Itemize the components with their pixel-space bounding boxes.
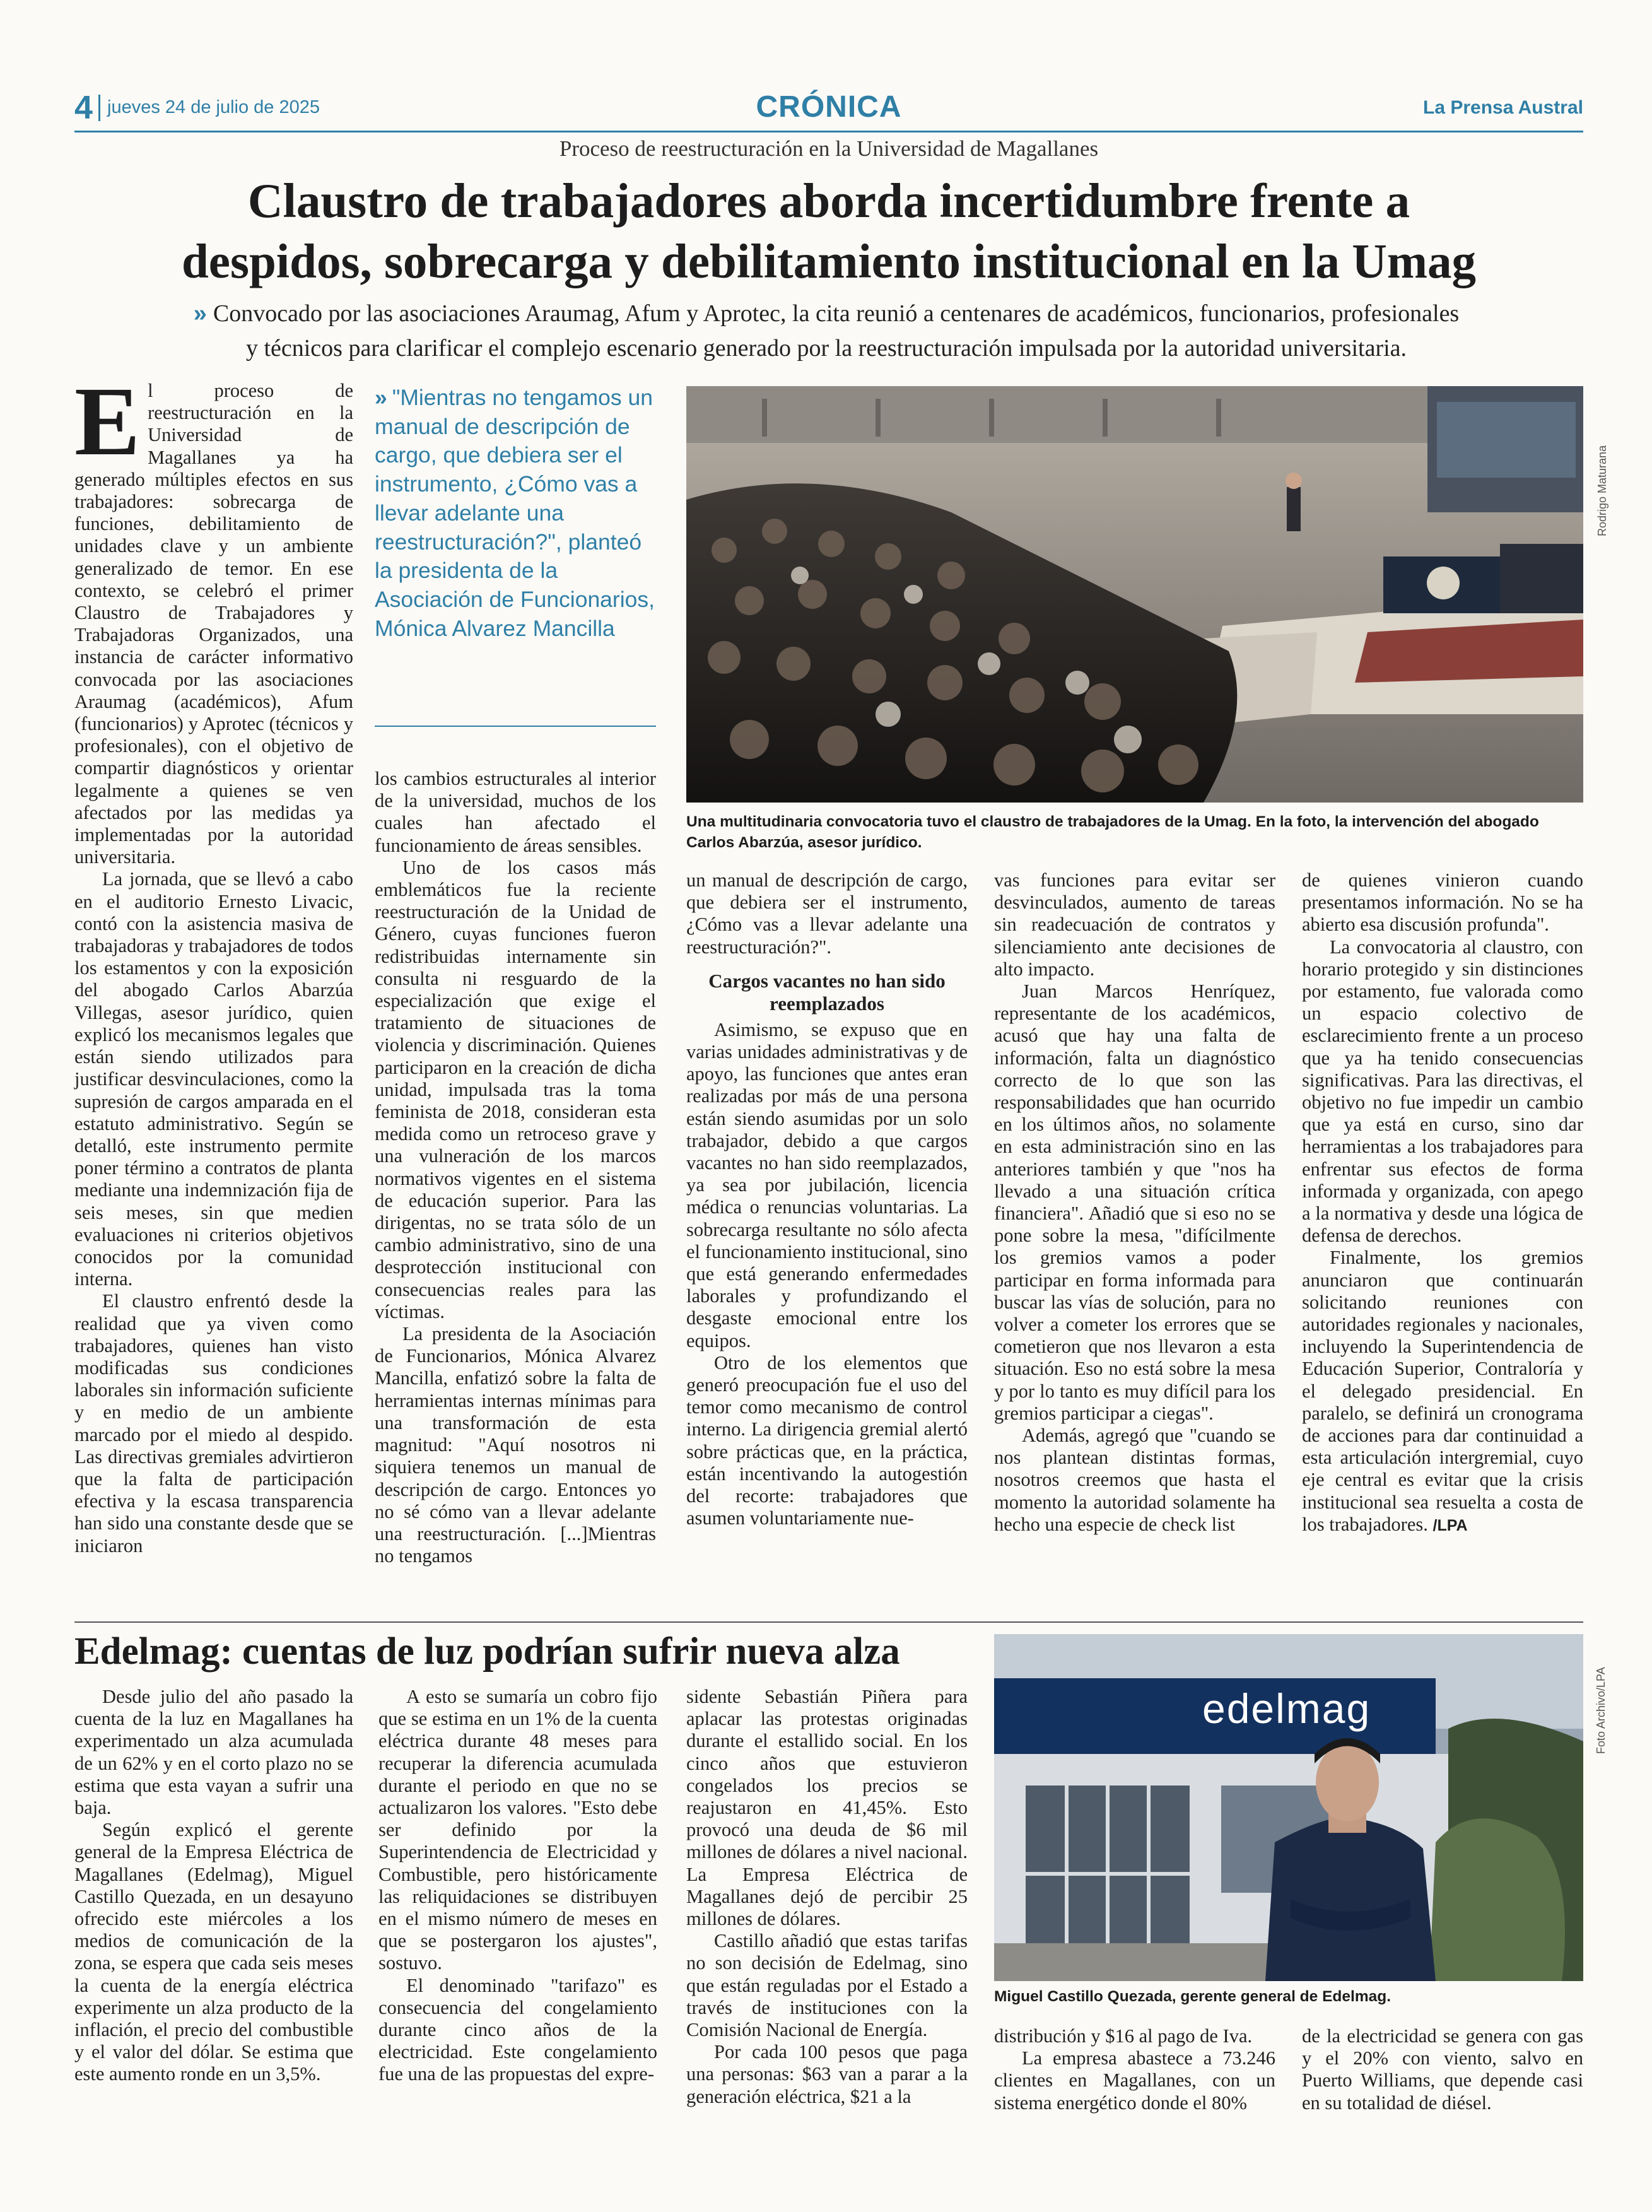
photo-caption: Miguel Castillo Quezada, gerente general de Edelmag. bbox=[994, 1988, 1391, 2005]
article-column-5 bbox=[1302, 869, 1583, 1537]
article-paragraph: de la electricidad se genera con gas y el 20% con viento, salvo en Puerto Williams, que depende casi en su totalidad de diésel. bbox=[1302, 2025, 1583, 2114]
article-column-2 bbox=[375, 768, 656, 1567]
issue-date: jueves 24 de julio de 2025 bbox=[107, 97, 320, 117]
article-paragraph: A esto se sumaría un cobro fijo que se estima en un 1% de la cuenta eléctrica durante 48 meses para recuperar la diferencia acumulada durante el periodo en que no se actualizaron los valores. "Esto debe ser definido por la Superintendencia de Electricidad y Combustible, pero históricamente las reliquidaciones se distribuyen en el mismo número de meses en que se postergaron los ajustes", sostuvo. bbox=[378, 1686, 657, 1974]
article-column-3 bbox=[686, 869, 968, 1529]
article-paragraph: Otro de los elementos que generó preocupación fue el uso del temor como mecanismo de control interno. La dirigencia gremial alertó sobre prácticas que, en la práctica, están incentivando la autogestión del recorte: trabajadores que asumen voluntariamente nue- bbox=[686, 1351, 968, 1529]
article-deck bbox=[101, 297, 1552, 366]
article-column-4 bbox=[994, 869, 1275, 1536]
headline-line-1: Claustro de trabajadores aborda incertidumbre frente a bbox=[247, 174, 1410, 228]
article-headline bbox=[74, 170, 1583, 291]
article2-headline: Edelmag: cuentas de luz podrían sufrir nueva alza bbox=[74, 1630, 900, 1673]
article-paragraph: La presidenta de la Asociación de Funcionarios, Mónica Alvarez Mancilla, enfatizó sobre la falta de herramientas internas mínimas para una transformación de esta magnitud: "Aquí nosotros ni siquiera tenemos un manual de descripción de cargo. Entonces yo no sé cómo van a llevar adelante una reestructuración. [...]Mientras no tengamos bbox=[375, 1323, 656, 1567]
article-paragraph: La empresa abastece a 73.246 clientes en Magallanes, con un sistema energético donde el 80% bbox=[994, 2047, 1275, 2114]
photo-caption: Una multitudinaria convocatoria tuvo el claustro de trabajadores de la Umag. En la foto, la intervención del abogado Carlos Abarzúa, asesor jurídico. bbox=[686, 813, 1539, 851]
article-paragraph: sidente Sebastián Piñera para aplacar las protestas originadas durante el estallido social. En los cinco años que estuvieron congelados los precios se reajustaron en 41,45%. Esto provocó una deuda de $6 mil millones de dólares a nivel nacional. La Empresa Eléctrica de Magallanes dejó de percibir 25 millones de dólares. bbox=[686, 1686, 968, 1930]
article-paragraph: Asimismo, se expuso que en varias unidades administrativas y de apoyo, las funciones que antes eran realizadas por más de una persona están siendo asumidas por un solo trabajador, debido a que cargos vacantes no han sido reemplazados, ya sea por jubilación, licencia médica o renuncias voluntarias. La sobrecarga resultante no sólo afecta el funcionamiento institucional, sino que está generando enfermedades laborales y profundizando el desgaste emocional entre los equipos. bbox=[686, 1018, 968, 1351]
article-paragraph: Uno de los casos más emblemáticos fue la reciente reestructuración de la Unidad de Género, cuyas funciones fueron redistribuidas internamente sin consulta ni resguardo de la especialización que exige el tratamiento de situaciones de violencia y discriminación. Quienes participaron en la creación de dicha unidad, impulsada tras la toma feminista de 2018, consideran esta medida como un retroceso grave y una vulneración de los marcos normativos vigentes en el sistema de educación superior. Para las dirigentas, no se trata sólo de un cambio administrativo, sino de una desprotección institucional con consecuencias reales para las víctimas. bbox=[375, 856, 656, 1322]
article-paragraph bbox=[1302, 1247, 1583, 1537]
section-title: CRÓNICA bbox=[756, 90, 902, 124]
article-signature: /LPA bbox=[1432, 1516, 1468, 1534]
article-paragraph: Según explicó el gerente general de la Empresa Eléctrica de Magallanes (Edelmag), Miguel Castillo Quezada, en un desayuno ofrecido este miércoles a los medios de comunicación de la zona, se espera que cada seis meses la cuenta de la energía eléctrica experimente un alza producto de la inflación, el precio del combustible y el valor del dólar. Se estima que este aumento ronde en un 3,5%. bbox=[74, 1819, 353, 2085]
claustro-photo bbox=[686, 386, 1583, 803]
article-paragraph bbox=[74, 367, 353, 868]
deck-line-1 bbox=[101, 297, 1552, 331]
pull-quote-text: "Mientras no tengamos un manual de descripción de cargo, que debiera ser el instrumento, ¿Cómo vas a llevar adelante una reestructuración?", planteó la presidenta de la Asociación de Funcionarios, Mónica Alvarez Mancilla bbox=[375, 385, 655, 641]
article-paragraph: Castillo añadió que estas tarifas no son decisión de Edelmag, sino que están reguladas por el Estado a través de instituciones con la Comisión Nacional de Energía. bbox=[686, 1930, 968, 2041]
article-paragraph: El denominado "tarifazo" es consecuencia del congelamiento durante cinco años de la electricidad. Este congelamiento fue una de las propuestas del expre- bbox=[378, 1974, 657, 2085]
chevron-icon: » bbox=[193, 300, 207, 327]
article2-column-1 bbox=[74, 1686, 353, 2086]
article-subhead: Cargos vacantes no han sido reemplazados bbox=[708, 969, 946, 1015]
masthead bbox=[74, 88, 1583, 127]
article-paragraph: El claustro enfrentó desde la realidad que ya viven como trabajadores, quienes han visto modificadas sus condiciones laborales sin información suficiente y en medio de un ambiente marcado por el miedo al despido. Las directivas gremiales advirtieron que la falta de participación efectiva y la escasa transparencia han sido una constante desde que se iniciaron bbox=[74, 1290, 353, 1556]
drop-cap: E bbox=[74, 367, 141, 476]
masthead-rule bbox=[74, 131, 1583, 132]
chevron-icon: » bbox=[375, 385, 387, 410]
article-paragraph: Por cada 100 pesos que paga una personas: $63 van a parar a la generación eléctrica, $21 a la bbox=[686, 2041, 968, 2107]
photo-credit: Rodrigo Maturana bbox=[1596, 445, 1608, 536]
headline-line-2: despidos, sobrecarga y debilitamiento institucional en la Umag bbox=[181, 234, 1476, 288]
edelmag-sign: edelmag bbox=[1202, 1685, 1371, 1732]
article-paragraph: La convocatoria al claustro, con horario protegido y sin distinciones por estamento, fue valorada como un espacio colectivo de esclarecimiento frente a un proceso que ya ha tenido consecuencias significativas. Para las directivas, el objetivo no fue impedir un cambio que ya está en curso, sino dar herramientas a los trabajadores para enfrentar sus efectos de forma informada y organizada, con apego a la normativa y desde una lógica de defensa de derechos. bbox=[1302, 936, 1583, 1247]
article2-column-4 bbox=[994, 2025, 1275, 2114]
article2-column-3 bbox=[686, 1686, 968, 2108]
pull-quote-rule bbox=[375, 726, 656, 727]
article2-column-2 bbox=[378, 1686, 657, 2086]
paragraph-text: l proceso de reestructuración en la Universidad de Magallanes ya ha generado múltiples efectos en sus trabajadores: sobrecarga de funciones, debilitamiento de unidades clave y un ambiente generalizado de temor. En ese contexto, se celebró el primer Claustro de Trabajadores y Trabajadoras Organizados, una instancia de carácter informativo convocada por las asociaciones Araumag (académicos), Afum (funcionarios) y Aprotec (técnicos y profesionales), con el objetivo de compartir diagnósticos y orientar legalmente a quienes se ven afectados por las medidas ya implementadas por la autoridad universitaria. bbox=[74, 380, 353, 868]
edelmag-photo bbox=[994, 1634, 1583, 1981]
newspaper-name: La Prensa Austral bbox=[1423, 97, 1583, 118]
deck-text-1: Convocado por las asociaciones Araumag, Afum y Aprotec, la cita reunió a centenares de académicos, funcionarios, profesionales bbox=[213, 300, 1460, 327]
page-number: 4 bbox=[74, 90, 93, 126]
article-paragraph: de quienes vinieron cuando presentamos información. No se ha abierto esa discusión profunda". bbox=[1302, 869, 1583, 936]
deck-line-2: y técnicos para clarificar el complejo escenario generado por la reestructuración impulsada por la autoridad universitaria. bbox=[245, 335, 1407, 362]
article-column-1 bbox=[74, 367, 353, 1557]
article-paragraph: Además, agregó que "cuando se nos plantean distintas formas, nosotros creemos que hasta el momento la autoridad solamente ha hecho una especie de check list bbox=[994, 1425, 1275, 1535]
article2-column-5 bbox=[1302, 2025, 1583, 2114]
article-paragraph: vas funciones para evitar ser desvinculados, aumento de tareas sin readecuación de contratos y silenciamiento ante decisiones de alto impacto. bbox=[994, 869, 1275, 980]
article-paragraph: Desde julio del año pasado la cuenta de la luz en Magallanes ha experimentado un alza acumulada de un 62% y en el corto plazo no se estima que esta vayan a sufrir una baja. bbox=[74, 1686, 353, 1819]
article-divider bbox=[74, 1621, 1583, 1623]
photo-credit: Foto Archivo/LPA bbox=[1595, 1667, 1607, 1754]
paragraph-text: Finalmente, los gremios anunciaron que continuarán solicitando reuniones con autoridades regionales y nacionales, incluyendo la Superintendencia de Educación Superior, Contraloría y el delegado presidencial. En paralelo, se definirá un cronograma de acciones para dar continuidad a esta articulación intergremial, cuyo eje central es evitar que la crisis institucional sea resuelta a costa de los trabajadores. bbox=[1302, 1247, 1583, 1535]
article-paragraph: un manual de descripción de cargo, que debiera ser el instrumento, ¿Cómo vas a llevar adelante una reestructuración?". bbox=[686, 869, 968, 958]
article-paragraph: Juan Marcos Henríquez, representante de los académicos, acusó que hay una falta de información, falta un diagnóstico correcto de lo que son las responsabilidades que han ocurrido en los últimos años, no solamente en esta administración sino en las anteriores también y que "nos ha llevado a una situación crítica financiera". Añadió que si eso no se pone sobre la mesa, "difícilmente los gremios vamos a poder participar en forma informada para buscar las vías de solución, para no volver a cometer los errores que se cometieron que nos llevaron a esta situación. Eso no está sobre la mesa y por lo tanto es muy difícil para los gremios participar a ciegas". bbox=[994, 980, 1275, 1424]
article-paragraph: La jornada, que se llevó a cabo en el auditorio Ernesto Livacic, contó con la asistencia masiva de trabajadoras y trabajadores de todos los estamentos y con la exposición del abogado Carlos Abarzúa Villegas, asesor jurídico, quien explicó los mecanismos legales que están siendo utilizados para justificar desvinculaciones, como la supresión de cargos amparada en el estatuto administrativo. Según se detalló, este instrumento permite poner término a contratos de planta mediante una indemnización fija de seis meses, sin que medien evaluaciones ni criterios objetivos conocidos por la comunidad interna. bbox=[74, 868, 353, 1290]
article-paragraph: los cambios estructurales al interior de la universidad, muchos de los cuales han afectado el funcionamiento de áreas sensibles. bbox=[375, 768, 656, 856]
article-kicker: Proceso de reestructuración en la Universidad de Magallanes bbox=[559, 136, 1099, 161]
article-paragraph: distribución y $16 al pago de Iva. bbox=[994, 2025, 1253, 2047]
pull-quote bbox=[375, 384, 656, 643]
